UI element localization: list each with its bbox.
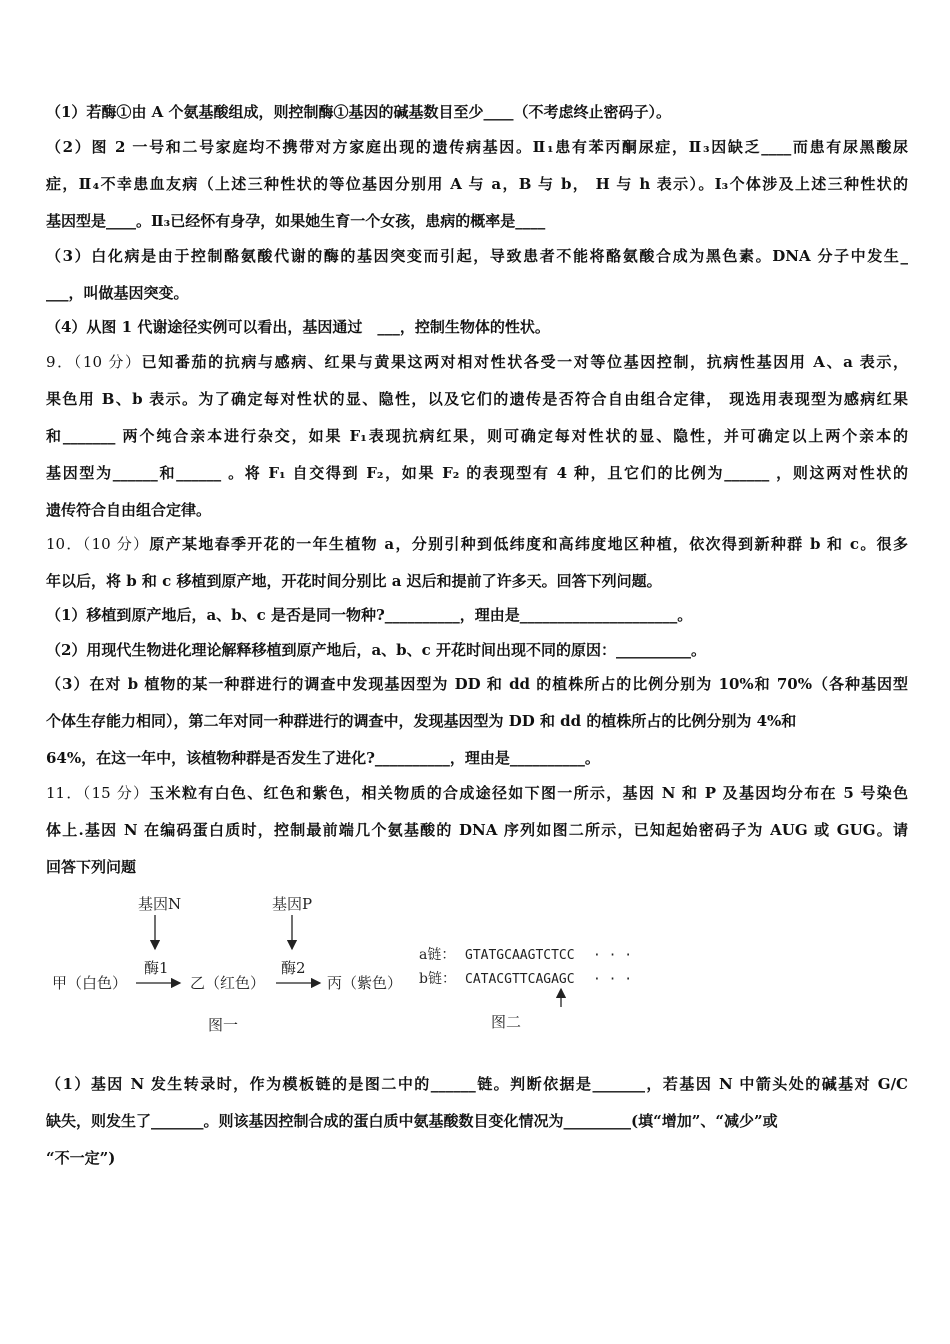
q11-line1 (46, 783, 908, 803)
q10-part3-line2: 个体生存能力相同），第二年对同一种群进行的调查中，发现基因型为 DD 和 dd 的植株所占的比例分别为 4%和 (46, 712, 797, 730)
figure1-pathway (40, 885, 440, 1045)
q8-part4: （4）从图 1 代谢途径实例可以看出，基因通过 ___，控制生物体的性状。 (46, 318, 550, 336)
q9-line3: 和_______ 两个纯合亲本进行杂交，如果 F₁表现抗病红果，则可确定每对性状的显、隐性，并可确定以上两个亲本的 (46, 427, 908, 445)
q11-line2: 体上.基因 N 在编码蛋白质时，控制最前端几个氨基酸的 DNA 序列如图二所示，已知起始密码子为 AUG 或 GUG。请 (46, 821, 908, 839)
q11-line3: 回答下列问题 (46, 858, 137, 876)
q10-line1 (46, 534, 908, 554)
q11-part1-line3: “不一定”) (46, 1149, 116, 1167)
q9-number: 9．（10 分） (46, 353, 142, 371)
q11-part1-line2: 缺失，则发生了_______。则该基因控制合成的蛋白质中氨基酸数目变化情况为_________(填“增加”、“减少”或 (46, 1112, 778, 1130)
q8-part3-line1: （3）白化病是由于控制酪氨酸代谢的酶的基因突变而引起，导致患者不能将酪氨酸合成为黑色素。DNA 分子中发生_ (46, 247, 908, 265)
figure2-caption: 图二 (491, 1013, 522, 1031)
q9-text-1: 已知番茄的抗病与感病、红果与黄果这两对相对性状各受一对等位基因控制，抗病性基因用 A、a 表示， (141, 353, 908, 371)
figure1-caption: 图一 (208, 1016, 239, 1034)
q10-number: 10．（10 分） (46, 535, 150, 553)
enzyme1-label: 酶1 (144, 959, 169, 977)
q10-part1: （1）移植到原产地后，a、b、c 是否是同一物种?__________，理由是_____________________。 (46, 606, 693, 624)
q11-part1-line1: （1）基因 N 发生转录时，作为模板链的是图二中的______链。判断依据是_______，若基因 N 中箭头处的碱基对 G/C (46, 1075, 908, 1093)
a-strand-sequence: GTATGCAAGTCTCC (465, 948, 575, 963)
q8-part1: （1）若酶①由 A 个氨基酸组成，则控制酶①基因的碱基数目至少____（不考虑终止密码子）。 (46, 103, 672, 121)
a-strand-ellipsis: · · · (593, 948, 633, 963)
stage-purple: 丙（紫色） (327, 974, 403, 992)
gene-n-label: 基因N (138, 895, 182, 913)
b-strand-sequence: CATACGTTCAGAGC (465, 972, 575, 987)
enzyme2-label: 酶2 (281, 959, 306, 977)
q8-part2-line2: 症，Ⅱ₄不幸患血友病（上述三种性状的等位基因分别用 A 与 a，B 与 b， H 与 h 表示）。I₃个体涉及上述三种性状的 (46, 175, 908, 193)
q11-text-1: 玉米粒有白色、红色和紫色，相关物质的合成途径如下图一所示，基因 N 和 P 及基因均分布在 5 号染色 (149, 784, 908, 802)
q9-line2: 果色用 B、b 表示。为了确定每对性状的显、隐性，以及它们的遗传是否符合自由组合定律， 现选用表现型为感病红果 (46, 390, 908, 408)
figure2-dna (415, 935, 635, 1045)
q8-part2-line3: 基因型是____。Ⅱ₃已经怀有身孕，如果她生育一个女孩，患病的概率是____ (46, 212, 546, 230)
q10-text-1: 原产某地春季开花的一年生植物 a，分别引种到低纬度和高纬度地区种植，依次得到新种群 b 和 c。很多 (149, 535, 908, 553)
q10-part2: （2）用现代生物进化理论解释移植到原产地后，a、b、c 开花时间出现不同的原因：__________。 (46, 641, 707, 659)
q9-line1 (46, 352, 908, 372)
q8-part3-line2: ___，叫做基因突变。 (46, 284, 189, 302)
q10-part3-line3: 64%，在这一年中，该植物种群是否发生了进化?__________，理由是__________。 (46, 749, 600, 767)
q9-line4: 基因型为______和______ 。将 F₁ 自交得到 F₂，如果 F₂ 的表现型有 4 种，且它们的比例为______ ，则这两对性状的 (46, 464, 908, 482)
q10-part3-line1: （3）在对 b 植物的某一种群进行的调查中发现基因型为 DD 和 dd 的植株所占的比例分别为 10%和 70%（各种基因型 (46, 675, 908, 693)
q9-line5: 遗传符合自由组合定律。 (46, 501, 212, 519)
gene-p-label: 基因P (272, 895, 313, 913)
b-strand-label: b链： (419, 971, 456, 987)
q10-line2: 年以后，将 b 和 c 移植到原产地，开花时间分别比 a 迟后和提前了许多天。回答下列问题。 (46, 572, 662, 590)
q11-number: 11．（15 分） (46, 784, 150, 802)
stage-red: 乙（红色） (190, 974, 266, 992)
a-strand-label: a链： (419, 947, 456, 963)
stage-white: 甲（白色） (52, 974, 128, 992)
q8-part2-line1: （2）图 2 一号和二号家庭均不携带对方家庭出现的遗传病基因。Ⅱ₁患有苯丙酮尿症，Ⅱ₃因缺乏____而患有尿黑酸尿 (46, 138, 908, 156)
b-strand-ellipsis: · · · (593, 972, 633, 987)
